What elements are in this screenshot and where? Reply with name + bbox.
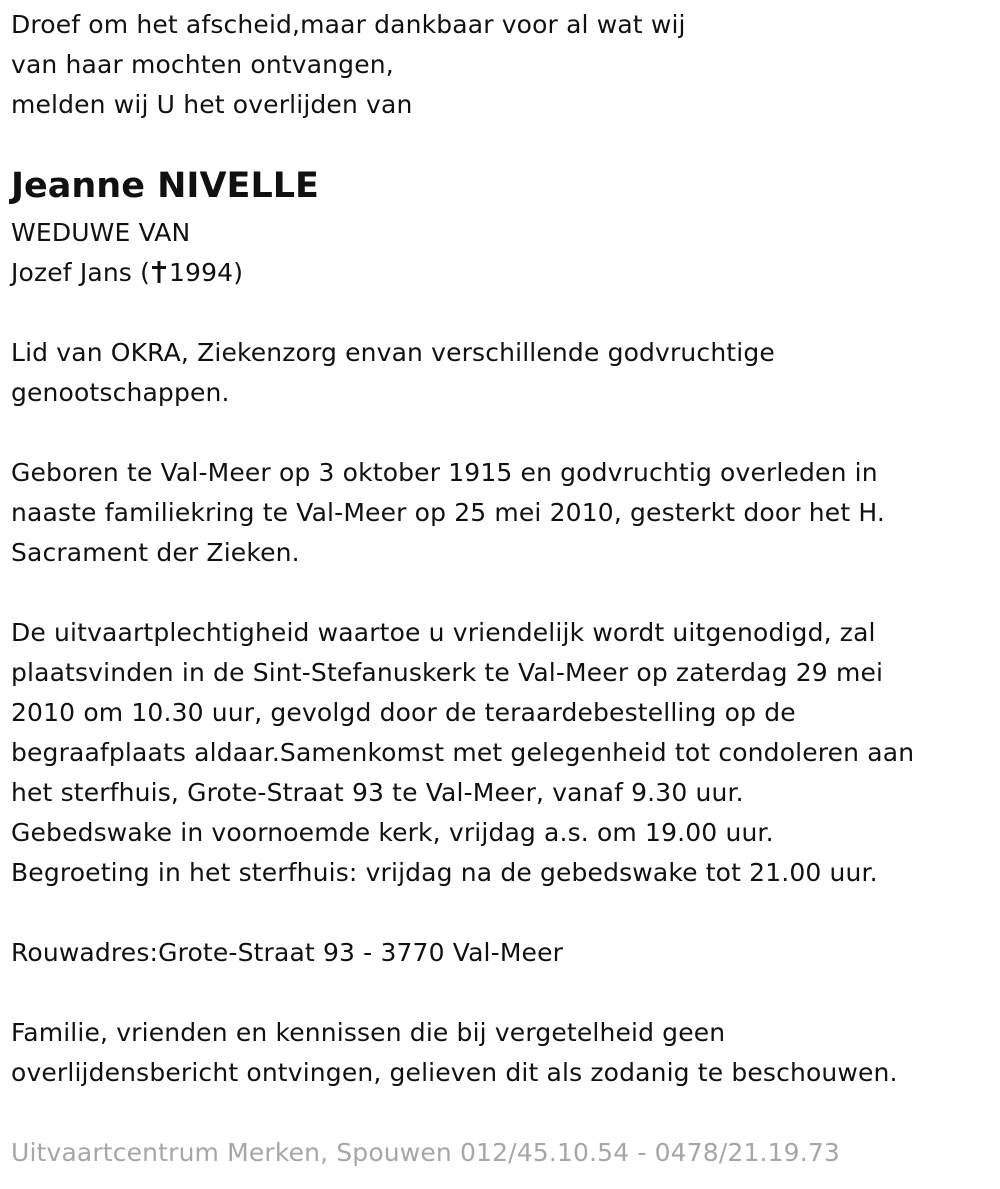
- intro-paragraph: [11, 5, 686, 125]
- mourning-address: [11, 933, 563, 973]
- intro-line: van haar mochten ontvangen,: [11, 50, 394, 79]
- membership-line: Lid van OKRA, Ziekenzorg envan verschillende godvruchtige: [11, 338, 775, 367]
- funeral-line: 2010 om 10.30 uur, gevolgd door de teraardebestelling op de: [11, 698, 796, 727]
- spouse-line: [11, 253, 243, 293]
- birth-death-line: Sacrament der Zieken.: [11, 538, 300, 567]
- funeral-line: het sterfhuis, Grote-Straat 93 te Val-Meer, vanaf 9.30 uur.: [11, 778, 744, 807]
- spouse-block: [11, 213, 243, 293]
- notice-line: overlijdensbericht ontvingen, gelieven dit als zodanig te beschouwen.: [11, 1058, 898, 1087]
- birth-death-line: Geboren te Val-Meer op 3 oktober 1915 en godvruchtig overleden in: [11, 458, 878, 487]
- address-line: Rouwadres:Grote-Straat 93 - 3770 Val-Meer: [11, 938, 564, 967]
- funeral-line: begraafplaats aldaar.Samenkomst met gelegenheid tot condoleren aan: [11, 738, 915, 767]
- funeral-line: plaatsvinden in de Sint-Stefanuskerk te Val-Meer op zaterdag 29 mei: [11, 658, 884, 687]
- funeral-home-footer: [11, 1133, 840, 1173]
- funeral-line: De uitvaartplechtigheid waartoe u vriendelijk wordt uitgenodigd, zal: [11, 618, 876, 647]
- notice-line: Familie, vrienden en kennissen die bij vergetelheid geen: [11, 1018, 726, 1047]
- spouse-name: Jozef Jans (: [11, 258, 150, 287]
- intro-line: melden wij U het overlijden van: [11, 90, 413, 119]
- intro-line: Droef om het afscheid,maar dankbaar voor al wat wij: [11, 10, 686, 39]
- funeral-paragraph: [11, 613, 914, 893]
- spouse-death-year: 1994: [168, 258, 234, 287]
- birth-death-line: naaste familiekring te Val-Meer op 25 mei 2010, gesterkt door het H.: [11, 498, 885, 527]
- funeral-line: Gebedswake in voornoemde kerk, vrijdag a.s. om 19.00 uur.: [11, 818, 774, 847]
- spouse-suffix: ): [233, 258, 244, 287]
- birth-death-paragraph: [11, 453, 885, 573]
- funeral-line: Begroeting in het sterfhuis: vrijdag na de gebedswake tot 21.00 uur.: [11, 858, 878, 887]
- relation-label: WEDUWE VAN: [11, 218, 191, 247]
- notice-paragraph: [11, 1013, 898, 1093]
- membership-paragraph: [11, 333, 775, 413]
- footer-line: Uitvaartcentrum Merken, Spouwen 012/45.10.54 - 0478/21.19.73: [11, 1138, 840, 1167]
- membership-line: genootschappen.: [11, 378, 230, 407]
- cross-icon: [151, 260, 167, 284]
- deceased-name: Jeanne NIVELLE: [11, 166, 319, 206]
